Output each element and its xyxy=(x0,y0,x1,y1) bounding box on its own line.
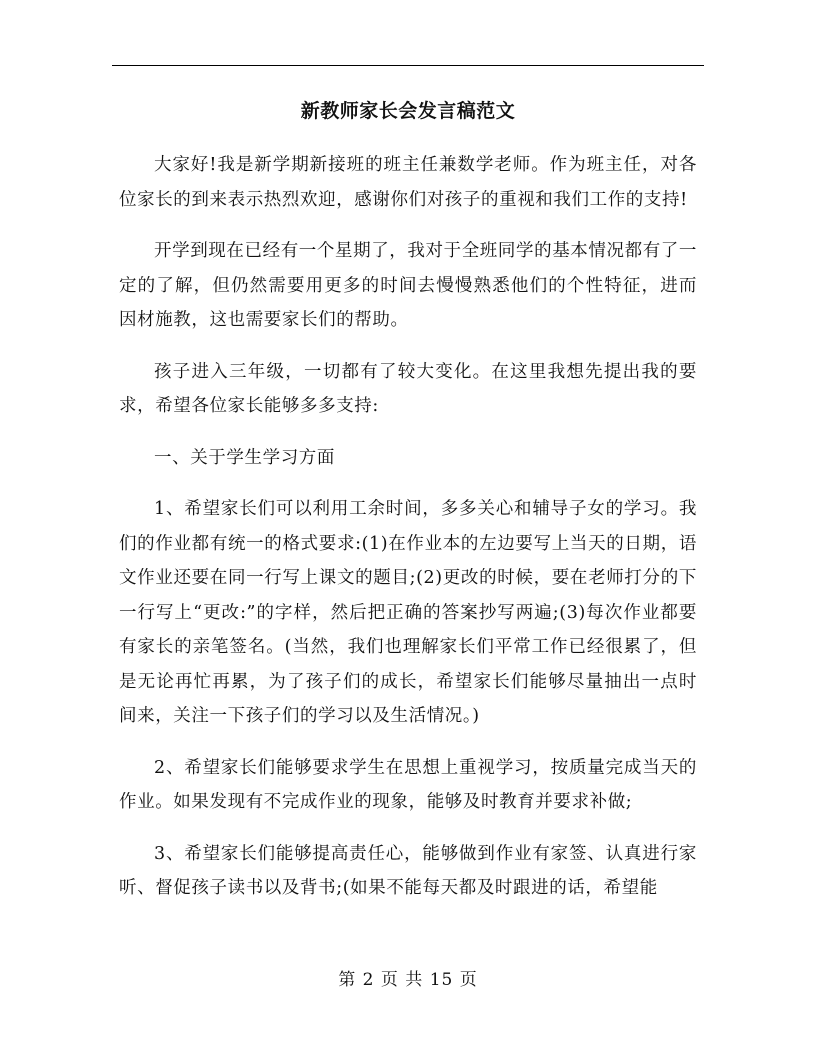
paragraph-item-1: 1、希望家长们可以利用工余时间，多多关心和辅导子女的学习。我们的作业都有统一的格式要求:(1)在作业本的左边要写上当天的日期，语文作业还要在同一行写上课文的题目;(2)更改的时候，要在老师打分的下一行写上“更改:”的字样，然后把正确的答案抄写两遍;(3)每次作业都要有家长的亲笔签名。(当然，我们也理解家长们平常工作已经很累了，但是无论再忙再累，为了孩子们的成长，希望家长们能够尽量抽出一点时间来，关注一下孩子们的学习以及生活情况。) xyxy=(119,499,697,726)
paragraph-item-3: 3、希望家长们能够提高责任心，能够做到作业有家签、认真进行家听、督促孩子读书以及背书;(如果不能每天都及时跟进的话，希望能 xyxy=(119,843,697,898)
page-number-footer: 第 2 页 共 15 页 xyxy=(338,970,478,990)
paragraph-requirements-intro: 孩子进入三年级，一切都有了较大变化。在这里我想先提出我的要求，希望各位家长能够多多支持: xyxy=(119,361,697,416)
paragraph-item-2: 2、希望家长们能够要求学生在思想上重视学习，按质量完成当天的作业。如果发现有不完成作业的现象，能够及时教育并要求补做; xyxy=(119,757,697,812)
document-body xyxy=(119,148,697,923)
document-title: 新教师家长会发言稿范文 xyxy=(300,100,516,122)
paragraph-greeting: 大家好!我是新学期新接班的班主任兼数学老师。作为班主任，对各位家长的到来表示热烈欢迎，感谢你们对孩子的重视和我们工作的支持! xyxy=(119,155,697,210)
header-rule xyxy=(112,65,704,66)
paragraph-introduction: 开学到现在已经有一个星期了，我对于全班同学的基本情况都有了一定的了解，但仍然需要用更多的时间去慢慢熟悉他们的个性特征，进而因材施教，这也需要家长们的帮助。 xyxy=(119,241,697,330)
section-heading-study: 一、关于学生学习方面 xyxy=(154,447,335,468)
